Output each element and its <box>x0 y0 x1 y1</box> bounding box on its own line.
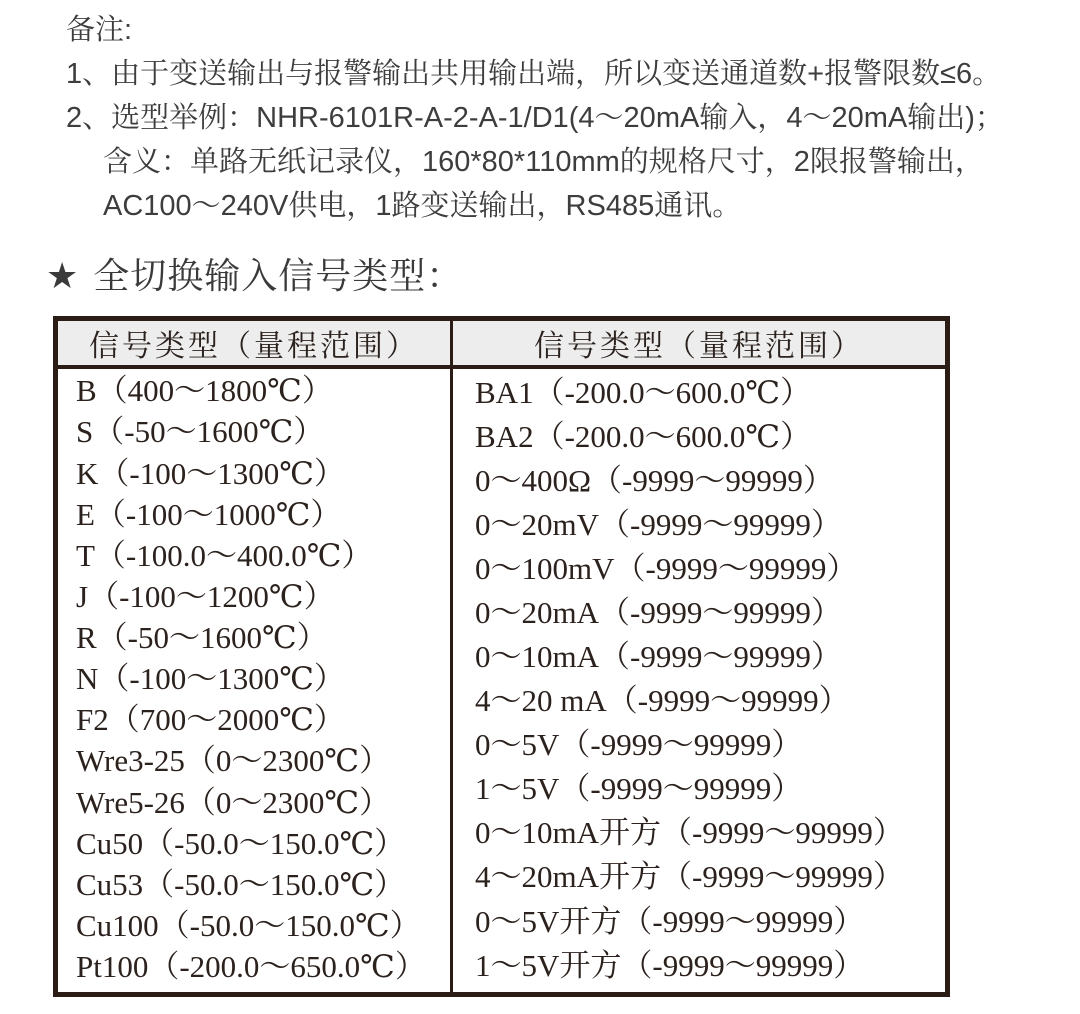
signal-row: Cu100（-50.0～150.0℃） <box>76 907 421 943</box>
signal-row: S（-50～1600℃） <box>76 414 325 450</box>
signal-row: F2（700～2000℃） <box>76 702 345 738</box>
section-heading <box>46 248 463 299</box>
signal-row: 0～5V（-9999～99999） <box>475 727 803 763</box>
signal-row: 1～5V开方（-9999～99999） <box>475 947 865 983</box>
signal-row: 0～400Ω（-9999～99999） <box>475 462 834 498</box>
signal-row: BA2（-200.0～600.0℃） <box>475 418 812 454</box>
signal-row: T（-100.0～400.0℃） <box>76 537 373 573</box>
table-header-right: 信号类型（量程范围） <box>534 330 864 363</box>
signal-row: BA1（-200.0～600.0℃） <box>475 374 812 410</box>
note-item-2: 2、选型举例：NHR-6101R-A-2-A-1/D1(4～20mA输入，4～20mA输出)； <box>66 102 1004 134</box>
signal-row: B（400～1800℃） <box>76 373 333 409</box>
table-header-row <box>58 321 945 369</box>
notes-section <box>66 8 1004 228</box>
signal-row: 0～10mA（-9999～99999） <box>475 639 842 675</box>
signal-row: J（-100～1200℃） <box>76 578 335 614</box>
table-column-right <box>453 369 945 992</box>
signal-row: 1～5V（-9999～99999） <box>475 771 803 807</box>
signal-row: Wre3-25（0～2300℃） <box>76 743 391 779</box>
signal-row: E（-100～1000℃） <box>76 496 342 532</box>
section-heading-text: 全切换输入信号类型： <box>93 255 464 296</box>
note-item-2-continuation-2: AC100～240V供电，1路变送输出，RS485通讯。 <box>103 190 742 222</box>
signal-row: R（-50～1600℃） <box>76 620 328 656</box>
note-item-2-continuation-1: 含义：单路无纸记录仪，160*80*110mm的规格尺寸，2限报警输出， <box>103 146 984 178</box>
signal-row: K（-100～1300℃） <box>76 455 345 491</box>
signal-row: 4～20 mA（-9999～99999） <box>475 683 850 719</box>
signal-row: 0～100mV（-9999～99999） <box>475 551 858 586</box>
notes-title: 备注: <box>66 14 133 46</box>
signal-row: 0～10mA开方（-9999～99999） <box>475 815 904 851</box>
table-body <box>58 369 945 992</box>
signal-row: 0～20mA（-9999～99999） <box>475 595 842 631</box>
signal-row: 4～20mA开方（-9999～99999） <box>475 859 904 895</box>
table-header-left: 信号类型（量程范围） <box>58 321 453 365</box>
signal-row: Cu50（-50.0～150.0℃） <box>76 825 406 861</box>
signal-row: 0～20mV（-9999～99999） <box>475 506 842 542</box>
signal-row: 0～5V开方（-9999～99999） <box>475 903 865 939</box>
star-icon: ★ <box>46 255 80 296</box>
signal-row: Pt100（-200.0～650.0℃） <box>76 949 426 985</box>
note-item-1: 1、由于变送输出与报警输出共用输出端，所以变送通道数+报警限数≤6。 <box>66 58 1002 90</box>
signal-type-table <box>53 316 950 997</box>
signal-row: N（-100～1300℃） <box>76 661 345 697</box>
table-column-left <box>58 369 453 992</box>
signal-row: Cu53（-50.0～150.0℃） <box>76 866 406 902</box>
signal-row: Wre5-26（0～2300℃） <box>76 784 391 820</box>
